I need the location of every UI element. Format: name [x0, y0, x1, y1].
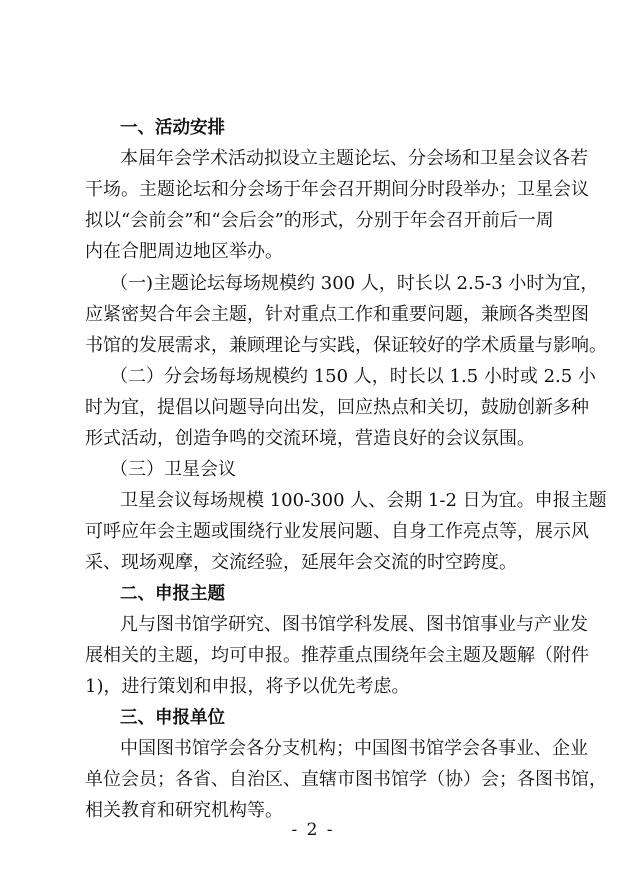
paragraph-line: （一)主题论坛每场规模约 300 人，时长以 2.5-3 小时为宜， — [110, 273, 599, 294]
subsection-heading-satellite: （三）卫星会议 — [110, 459, 236, 480]
paragraph-line: 内在合肥周边地区举办。 — [85, 241, 283, 262]
paragraph-line: 应紧密契合年会主题，针对重点工作和重要问题，兼顾各类型图 — [85, 304, 589, 325]
page-number: - 2 - — [291, 820, 335, 840]
section-heading-applicant-units: 三、申报单位 — [120, 708, 225, 728]
paragraph-line: 卫星会议每场规模 100-300 人、会期 1-2 日为宜。申报主题 — [120, 490, 607, 511]
paragraph-line: 时为宜，提倡以问题导向出发，回应热点和关切，鼓励创新多种 — [85, 397, 589, 418]
paragraph-line: 相关教育和研究机构等。 — [85, 800, 283, 821]
paragraph-line: 书馆的发展需求，兼顾理论与实践，保证较好的学术质量与影响。 — [85, 335, 607, 356]
paragraph-line: 形式活动，创造争鸣的交流环境，营造良好的会议氛围。 — [85, 428, 535, 449]
paragraph-line: 本届年会学术活动拟设立主题论坛、分会场和卫星会议各若 — [120, 148, 588, 169]
paragraph-line: 采、现场观摩，交流经验，延展年会交流的时空跨度。 — [85, 552, 517, 573]
paragraph-line: 干场。主题论坛和分会场于年会召开期间分时段举办；卫星会议 — [85, 179, 589, 200]
paragraph-line: 可呼应年会主题或围绕行业发展问题、自身工作亮点等，展示风 — [85, 521, 589, 542]
paragraph-line: 展相关的主题，均可申报。推荐重点围绕年会主题及题解（附件 — [85, 645, 589, 666]
paragraph-line: 中国图书馆学会各分支机构；中国图书馆学会各事业、企业 — [120, 738, 588, 759]
paragraph-line: 凡与图书馆学研究、图书馆学科发展、图书馆事业与产业发 — [120, 614, 588, 635]
paragraph-line: 1)，进行策划和申报，将予以优先考虑。 — [85, 676, 410, 697]
paragraph-line: 拟以“会前会”和“会后会”的形式，分别于年会召开前后一周 — [85, 210, 554, 231]
section-heading-application-topic: 二、申报主题 — [120, 584, 225, 604]
section-heading-activity-arrangement: 一、活动安排 — [120, 118, 225, 138]
paragraph-line: 单位会员；各省、自治区、直辖市图书馆学（协）会；各图书馆， — [85, 769, 607, 790]
paragraph-line: （二）分会场每场规模约 150 人，时长以 1.5 小时或 2.5 小 — [110, 366, 596, 387]
